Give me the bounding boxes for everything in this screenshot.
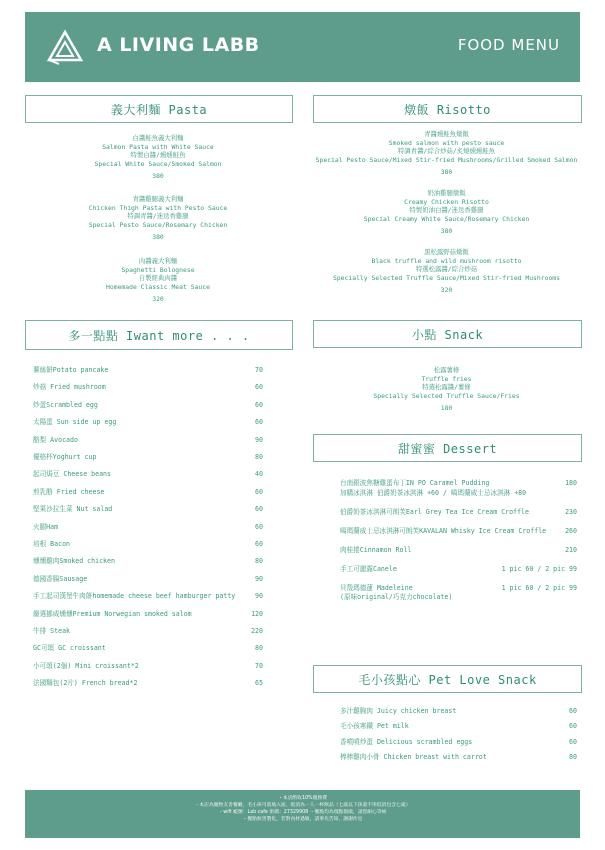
more-name: 培根 Bacon (33, 540, 71, 548)
dessert-price: 1 pic 60 / 2 pic 99 (501, 565, 577, 573)
risotto-item-line: 黑松露野菇燉飯 (424, 248, 469, 256)
risotto-item-line: 青醬燻鮭魚燉飯 (424, 130, 469, 138)
pasta-item-line: 白醬鮭魚義大利麵 (132, 134, 184, 142)
pasta-item-line: 青醬雞腿義大利麵 (132, 195, 184, 203)
footer-line: ・wifi 帳號：Lab cafe 密碼：27329908 ・餐點均為現點現做，請您耐心等候 (218, 810, 387, 815)
risotto-item-price: 320 (440, 286, 453, 295)
more-name: 煎乳酪 Fried cheese (33, 487, 105, 496)
pasta-item-line: Special Pesto Sauce/Rosemary Chicken (88, 220, 228, 229)
more-row (33, 366, 263, 375)
pasta-item-line: 肉醬義大利麵 (138, 257, 178, 265)
more-name: 起司焗豆 Cheese beans (33, 470, 111, 479)
more-price: 60 (255, 418, 263, 427)
pasta-item-price: 320 (152, 295, 164, 304)
more-row (33, 575, 263, 584)
dessert-row (340, 508, 577, 517)
risotto-item-line: Special Pesto Sauce/Mixed Stir-fried Mushrooms/Grilled Smoked Salmon (315, 155, 578, 164)
dessert-name: (原味original/巧克力chocolate) (340, 593, 453, 601)
more-name: 牛排 Steak (33, 627, 71, 635)
more-row (33, 540, 263, 549)
more-price: 60 (255, 383, 263, 392)
pasta-section-header (25, 95, 293, 123)
dessert-price: 210 (565, 546, 577, 554)
more-section-header (25, 320, 293, 350)
more-row (33, 679, 263, 688)
risotto-item-line: Special Creamy White Sauce/Rosemary Chicken (363, 214, 530, 223)
risotto-item-line: 特調青醬/綜合炒菇/炙燒燻燻鮭魚 (397, 147, 496, 156)
more-name: 薯絲餅Potato pancake (33, 366, 109, 374)
more-row (33, 644, 263, 653)
pet-name: 多汁雞胸肉 Juicy chicken breast (340, 707, 457, 715)
more-price: 40 (255, 470, 263, 479)
more-name: 太陽蛋 Sun side up egg (33, 418, 117, 427)
dessert-price: 180 (565, 479, 577, 487)
risotto-item-line: Smoked salmon with pesto sauce (388, 138, 505, 147)
pasta-title: 義大利麵 Pasta (110, 102, 208, 117)
pasta-item-line: Spaghetti Bolognese (121, 265, 195, 274)
more-row (33, 470, 263, 479)
dessert-price: 230 (565, 508, 577, 516)
more-name: GC可頌 GC croissant (33, 644, 106, 653)
pasta-item (25, 195, 291, 242)
more-row (33, 610, 263, 619)
dessert-name: 肉桂捲Cinnamon Roll (340, 546, 412, 554)
more-row (33, 523, 263, 532)
more-price: 60 (255, 487, 263, 496)
more-price: 60 (255, 540, 263, 548)
more-name: 炒菇 Fried mushroom (33, 383, 106, 392)
pet-name: 棒棒雞肉小骨 Chicken breast with carrot (340, 752, 487, 761)
header-banner (25, 12, 580, 82)
pet-price: 60 (569, 707, 577, 715)
pasta-item-line: Salmon Pasta with White Sauce (102, 142, 214, 151)
dessert-name: 貝殼瑪德蓮 Madeleine (340, 584, 413, 592)
pasta-item-price: 380 (152, 233, 164, 242)
more-name: 火腿Ham (33, 522, 59, 531)
more-name: 嚴選挪威燻燻Premium Norwegian smoked salom (33, 609, 192, 618)
more-price: 80 (255, 644, 263, 653)
risotto-item-line: 奶油雞腿燉飯 (427, 189, 466, 197)
pet-row (340, 738, 577, 747)
pasta-item-line: 自製經典肉醬 (138, 274, 178, 283)
footer-line: ・本店為寵物友善餐廳，毛小孩可落地入座，低消為一人一杯飲品（七歲以下孩童不用低消包含七歲） (194, 803, 411, 808)
more-row (33, 662, 263, 671)
pet-row (340, 753, 577, 762)
pet-row (340, 707, 577, 716)
more-name: 優格杯Yoghurt cup (33, 453, 97, 461)
snack-item-price: 180 (440, 404, 453, 413)
risotto-item (313, 130, 580, 177)
more-price: 120 (251, 609, 263, 618)
pasta-item-line: 特調青醬/迷迭香雞腿 (127, 212, 189, 221)
footer-line: ・餐點無害製化，若對食材過敏，請事先告知，謝謝作見 (242, 817, 363, 822)
snack-title: 小點 Snack (411, 327, 484, 342)
more-price: 70 (255, 366, 263, 374)
dessert-title: 甜蜜蜜 Dessert (397, 441, 498, 456)
risotto-item-price: 380 (440, 227, 453, 236)
dessert-row (340, 527, 577, 536)
pasta-item-line: Chicken Thigh Pasta with Pesto Sauce (88, 203, 228, 212)
footer-line: ・本店酌收10%服務費 (277, 796, 328, 801)
more-name: 酪梨 Avocado (33, 435, 78, 444)
snack-item-zh: 松露薯條 (433, 366, 460, 374)
dessert-price: 260 (565, 527, 577, 535)
risotto-item-price: 380 (440, 168, 453, 177)
footer-banner (25, 790, 580, 838)
pasta-item (25, 134, 291, 181)
more-row (33, 627, 263, 636)
dessert-row (340, 565, 577, 574)
risotto-item-line: Creamy Chicken Risotto (404, 197, 489, 206)
more-row (33, 505, 263, 514)
pet-price: 60 (569, 737, 577, 746)
risotto-item-line: 特選松露醬/綜合炒菇 (415, 265, 478, 274)
dessert-name: 伯爵奶茶冰淇淋可朗芙Earl Grey Tea Ice Cream Croffle (340, 508, 529, 516)
risotto-item-line: 特製奶油白醬/迷迭香雞腿 (409, 206, 484, 215)
more-title: 多一點點 Iwant more . . . (68, 328, 250, 343)
more-row (33, 401, 263, 410)
more-price: 65 (255, 679, 263, 688)
risotto-item-line: Specially Selected Truffle Sauce/Mixed Stir-fried Mushrooms (332, 273, 560, 282)
more-price: 60 (255, 400, 263, 409)
more-row (33, 436, 263, 445)
pet-row (340, 722, 577, 731)
dessert-row (340, 584, 577, 593)
more-row (33, 383, 263, 392)
brand-name: A LIVING LABB (97, 34, 260, 56)
risotto-item (313, 189, 580, 236)
snack-item-en: Truffle fries (421, 374, 472, 383)
dessert-name: 噶瑪蘭威士忌冰淇淋可朗芙KAVALAN Whisky Ice Cream Croffle (340, 527, 547, 535)
more-row (33, 453, 263, 462)
more-price: 90 (255, 592, 263, 601)
pet-title: 毛小孩點心 Pet Love Snack (358, 672, 537, 687)
dessert-name: 手工可麗露Canele (340, 565, 397, 573)
more-name: 堅果沙拉生菜 Nut salad (33, 505, 113, 514)
pasta-item (25, 257, 291, 304)
brand-logo-icon (45, 26, 85, 66)
dessert-section-header (313, 434, 582, 462)
risotto-title: 燉飯 Risotto (404, 102, 491, 117)
pet-price: 80 (569, 752, 577, 761)
risotto-item-line: Black truffle and wild mushroom risotto (371, 256, 522, 265)
more-price: 70 (255, 661, 263, 670)
more-name: 燻燻雞肉Smoked chicken (33, 557, 115, 566)
more-price: 60 (255, 505, 263, 514)
pet-name: 香噴噴炒蛋 Delicious scrambled eggs (340, 737, 473, 746)
more-price: 220 (251, 627, 263, 635)
snack-section-header (313, 320, 582, 348)
more-row (33, 592, 263, 601)
snack-item (313, 366, 580, 413)
more-name: 小可頌(2個) Mini croissant*2 (33, 661, 139, 670)
pasta-item-line: Homemade Classic Meat Sauce (106, 282, 210, 291)
pasta-item-price: 380 (152, 172, 164, 181)
snack-item-desc-zh: 特選松露醬/薯條 (422, 383, 471, 392)
pet-name: 毛小孩寒鐵 Pet milk (340, 722, 409, 731)
snack-item-desc-en: Specially Selected Truffle Sauce/Fries (373, 391, 520, 400)
more-price: 80 (255, 453, 263, 461)
dessert-row (340, 546, 577, 555)
dessert-price: 1 pic 60 / 2 pic 99 (501, 584, 577, 592)
pasta-item-line: 特製白醬/燻燻鮭魚 (130, 151, 186, 160)
more-name: 炒蛋Scrambled egg (33, 400, 98, 409)
risotto-section-header (313, 95, 582, 123)
more-name: 手工起司漢堡牛肉餅homemade cheese beef hamburger patty (33, 592, 236, 601)
more-price: 60 (255, 522, 263, 531)
dessert-row (340, 593, 577, 602)
more-row (33, 557, 263, 566)
more-price: 80 (255, 557, 263, 566)
more-row (33, 418, 263, 427)
pet-section-header (313, 665, 582, 693)
pasta-item-line: Special White Sauce/Smoked Salmon (94, 159, 222, 168)
dessert-row (340, 489, 577, 498)
dessert-name: 台南銀波焦糖雞蛋布丁IN PO Caramel Pudding (340, 479, 490, 487)
more-price: 90 (255, 574, 263, 583)
menu-title: FOOD MENU (457, 36, 560, 54)
pet-price: 60 (569, 722, 577, 731)
dessert-row (340, 479, 577, 488)
dessert-name: 加購冰淇淋 伯爵奶茶冰淇淋 +60 / 噶瑪蘭威士忌冰淇淋 +80 (340, 489, 527, 497)
more-name: 德國香腸Sausage (33, 574, 88, 583)
risotto-item (313, 248, 580, 295)
more-name: 法國麵包(2片) French bread*2 (33, 679, 138, 688)
more-row (33, 488, 263, 497)
more-price: 90 (255, 435, 263, 444)
